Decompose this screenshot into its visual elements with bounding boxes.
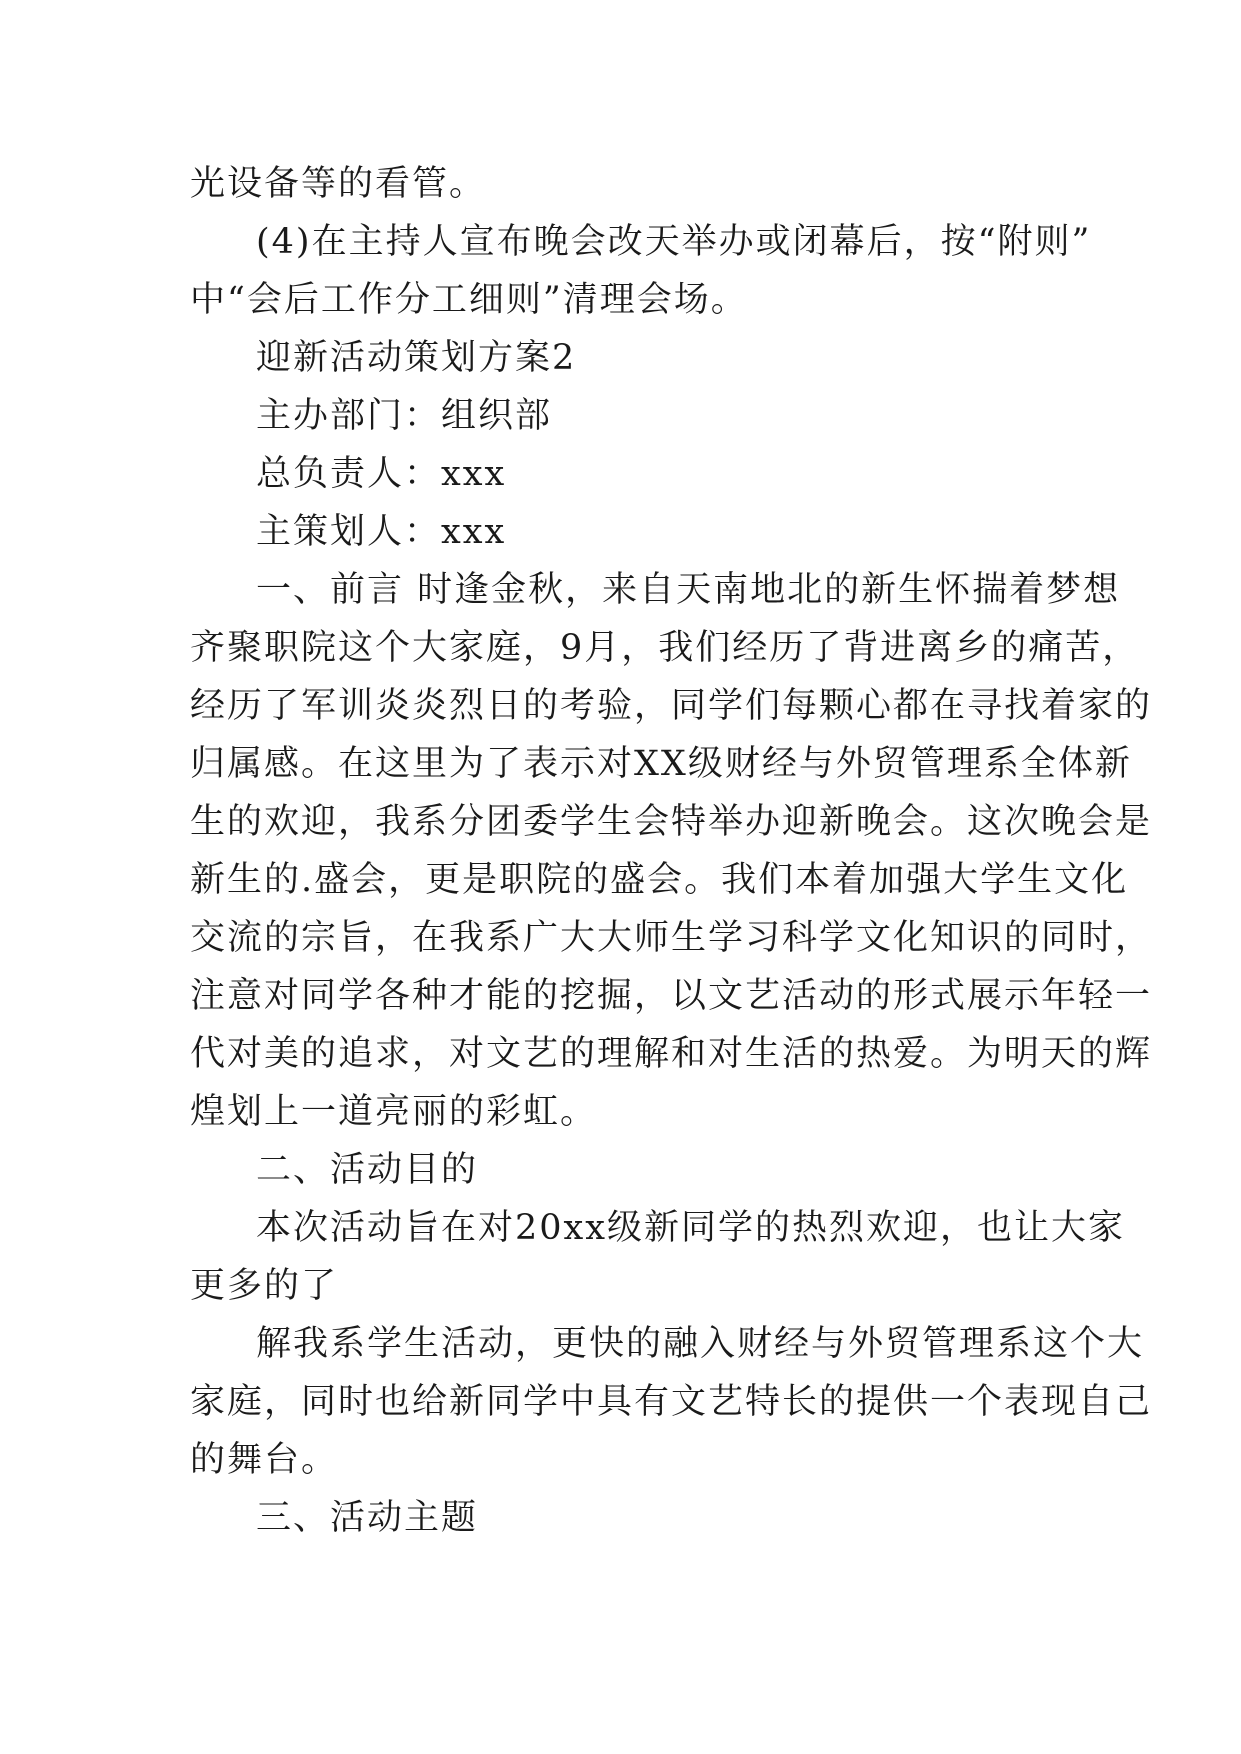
text-line: 代对美的追求，对文艺的理解和对生活的热爱。为明天的辉	[190, 1034, 1153, 1074]
text-line: 一、前言 时逢金秋，来自天南地北的新生怀揣着梦想	[256, 570, 1121, 610]
text-line: 家庭，同时也给新同学中具有文艺特长的提供一个表现自己	[190, 1382, 1153, 1422]
text-line: 生的欢迎，我系分团委学生会特举办迎新晚会。这次晚会是	[190, 802, 1153, 842]
text-line: (4)在主持人宣布晚会改天举办或闭幕后，按“附则”	[256, 222, 1092, 262]
text-line: 新生的.盛会，更是职院的盛会。我们本着加强大学生文化	[190, 860, 1129, 900]
document-body	[190, 155, 1153, 1547]
section-title: 迎新活动策划方案2	[256, 338, 577, 378]
section-heading: 三、活动主题	[256, 1498, 479, 1538]
text-line: 注意对同学各种才能的挖掘，以文艺活动的形式展示年轻一	[190, 976, 1153, 1016]
lead-line: 总负责人：xxx	[256, 454, 507, 494]
section-heading: 二、活动目的	[256, 1150, 479, 1190]
text-line: 光设备等的看管。	[190, 164, 487, 204]
text-line: 的舞台。	[190, 1440, 339, 1480]
text-line: 中“会后工作分工细则”清理会场。	[190, 280, 748, 320]
organizer-line: 主办部门：组织部	[256, 396, 553, 436]
text-line: 归属感。在这里为了表示对XX级财经与外贸管理系全体新	[190, 744, 1132, 784]
text-line: 齐聚职院这个大家庭，9月，我们经历了背进离乡的痛苦，	[190, 628, 1140, 668]
text-line: 解我系学生活动，更快的融入财经与外贸管理系这个大	[256, 1324, 1145, 1364]
text-line: 煌划上一道亮丽的彩虹。	[190, 1092, 598, 1132]
text-line: 经历了军训炎炎烈日的考验，同学们每颗心都在寻找着家的	[190, 686, 1153, 726]
text-line: 本次活动旨在对20xx级新同学的热烈欢迎，也让大家	[256, 1208, 1126, 1248]
text-line: 交流的宗旨，在我系广大大师生学习科学文化知识的同时，	[190, 918, 1153, 958]
planner-line: 主策划人：xxx	[256, 512, 507, 552]
text-line: 更多的了	[190, 1266, 339, 1306]
